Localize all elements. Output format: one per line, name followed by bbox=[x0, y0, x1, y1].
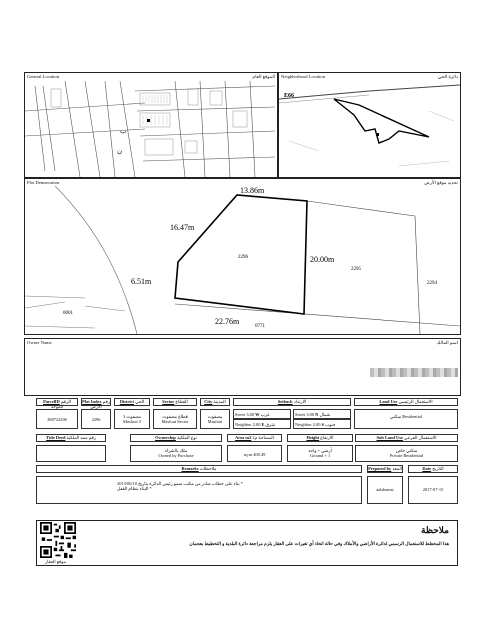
dim-right: 20.00m bbox=[310, 255, 335, 264]
dim-left-upper: 16.47m bbox=[170, 223, 195, 232]
plot-demarcation-panel bbox=[24, 178, 461, 335]
header-date: Date التاريخ bbox=[408, 465, 458, 473]
plot-number-main: 2296 bbox=[238, 255, 248, 260]
owner-name-title-ar: اسم المالك bbox=[436, 340, 458, 345]
neighborhood-location-title: Neighborhood Location bbox=[281, 74, 326, 79]
plot-number-east: 2295 bbox=[351, 267, 361, 272]
header-plot-index: Plot Index رقم الأرض bbox=[82, 399, 110, 409]
header-land-use: Land Use الاستعمال الرئيسي bbox=[354, 398, 458, 406]
header-title-deed: Title Deed رقم سند الملكية bbox=[36, 434, 106, 442]
plot-demarcation-drawing bbox=[25, 186, 460, 334]
road-label-e66: E66 bbox=[284, 93, 295, 99]
qr-code bbox=[40, 522, 76, 558]
qr-caption: موقع العقار bbox=[45, 559, 67, 564]
plot-number-far-east: 2294 bbox=[427, 281, 437, 286]
note-body: هذا المخطط للاستعمال الرسمي لدائرة الأراضي والأملاك وفي حالة اتخاذ أي تغيرات على العقار يلزم مراجعة دائرة البلدية و التخطيط بعجمان bbox=[189, 541, 449, 546]
general-map-label-1: ب bbox=[120, 127, 127, 135]
value-date: 2017-07-15 bbox=[408, 476, 458, 504]
owner-name-redacted bbox=[370, 368, 458, 377]
general-location-panel bbox=[24, 72, 278, 178]
setback-grid bbox=[233, 409, 351, 429]
setback-n: Street 3.00 N شمال bbox=[293, 409, 351, 419]
header-setback: Setback الارتداد bbox=[233, 398, 351, 406]
neighborhood-location-panel bbox=[278, 72, 461, 178]
plot-number-west: 0001 bbox=[63, 311, 73, 316]
remark-line-1: * بناء على خطاب صادر من مكتب سمو رئيس الدائرة بتاريخ 2013/06/10 bbox=[117, 481, 243, 486]
header-prepared-by: Prepared by المعد bbox=[368, 466, 402, 471]
dim-bottom: 22.76m bbox=[215, 317, 240, 326]
value-sub-land-use: سكني خاص Private Residential bbox=[355, 445, 458, 462]
header-remarks: Remarks ملاحظات bbox=[36, 465, 362, 473]
general-location-title-ar: الموقع العام bbox=[252, 74, 275, 79]
neighborhood-location-title-ar: دائرة الحي bbox=[437, 74, 458, 79]
setback-w: Street 3.00 W غرب bbox=[233, 409, 291, 419]
setback-s: Neighbor 2.00 S جنوب bbox=[293, 419, 351, 429]
value-prepared-by: aalshamsi bbox=[367, 476, 403, 504]
plot-demarcation-title-ar: تحديد موقع الأرض bbox=[424, 180, 458, 185]
parcel-table bbox=[24, 396, 461, 566]
header-parcel-id: ParcelID الرقم الموحد bbox=[36, 398, 78, 406]
note-title: ملاحظة bbox=[421, 525, 449, 535]
value-sector: قطاع مصفوت Masfout Sector bbox=[153, 409, 197, 429]
header-area: Area m2 المساحة م2 bbox=[227, 434, 282, 442]
dim-left-lower: 6.51m bbox=[131, 277, 152, 286]
value-land-use: سكني Residential bbox=[354, 409, 458, 429]
value-remarks bbox=[36, 476, 362, 504]
header-ownership: Ownership نوع الملكية bbox=[130, 434, 222, 442]
neighborhood-location-map bbox=[279, 81, 460, 177]
header-city: City المدينة bbox=[200, 398, 230, 406]
dim-top: 13.86m bbox=[240, 186, 265, 195]
plot-demarcation-title: Plot Demarcation bbox=[27, 180, 60, 185]
plot-number-south: 0771 bbox=[255, 324, 265, 329]
header-sub-land-use: Sub Land Use الاستعمال الفرعي bbox=[355, 434, 458, 442]
general-location-map bbox=[25, 81, 277, 177]
header-district: District الحي bbox=[114, 398, 150, 406]
value-title-deed bbox=[36, 445, 106, 462]
general-location-title: General Location bbox=[27, 74, 60, 79]
remark-line-2: * البناء بنظام القفل bbox=[117, 486, 152, 491]
value-district: مصفوت 3 Masfout 3 bbox=[114, 409, 150, 429]
value-city: مصفوت Masfout bbox=[200, 409, 230, 429]
note-box bbox=[36, 520, 458, 566]
value-height: أرضي + واحد Ground + 1 bbox=[287, 445, 353, 462]
owner-name-panel bbox=[24, 338, 461, 396]
header-sector: Sector القطاع bbox=[153, 398, 197, 406]
general-map-label-2: ن bbox=[117, 147, 123, 155]
value-plot-index: 2296 bbox=[81, 409, 111, 429]
setback-e: Neighbor 2.00 E شرق bbox=[233, 419, 291, 429]
value-area: sq.m 400.49 bbox=[227, 445, 282, 462]
header-height: Height الارتفاع bbox=[287, 434, 353, 442]
value-parcel-id: 308722296 bbox=[36, 409, 78, 429]
owner-name-title: Owner Name bbox=[27, 340, 52, 345]
value-ownership: ملك بالشراء Owned by Purchase bbox=[130, 445, 222, 462]
